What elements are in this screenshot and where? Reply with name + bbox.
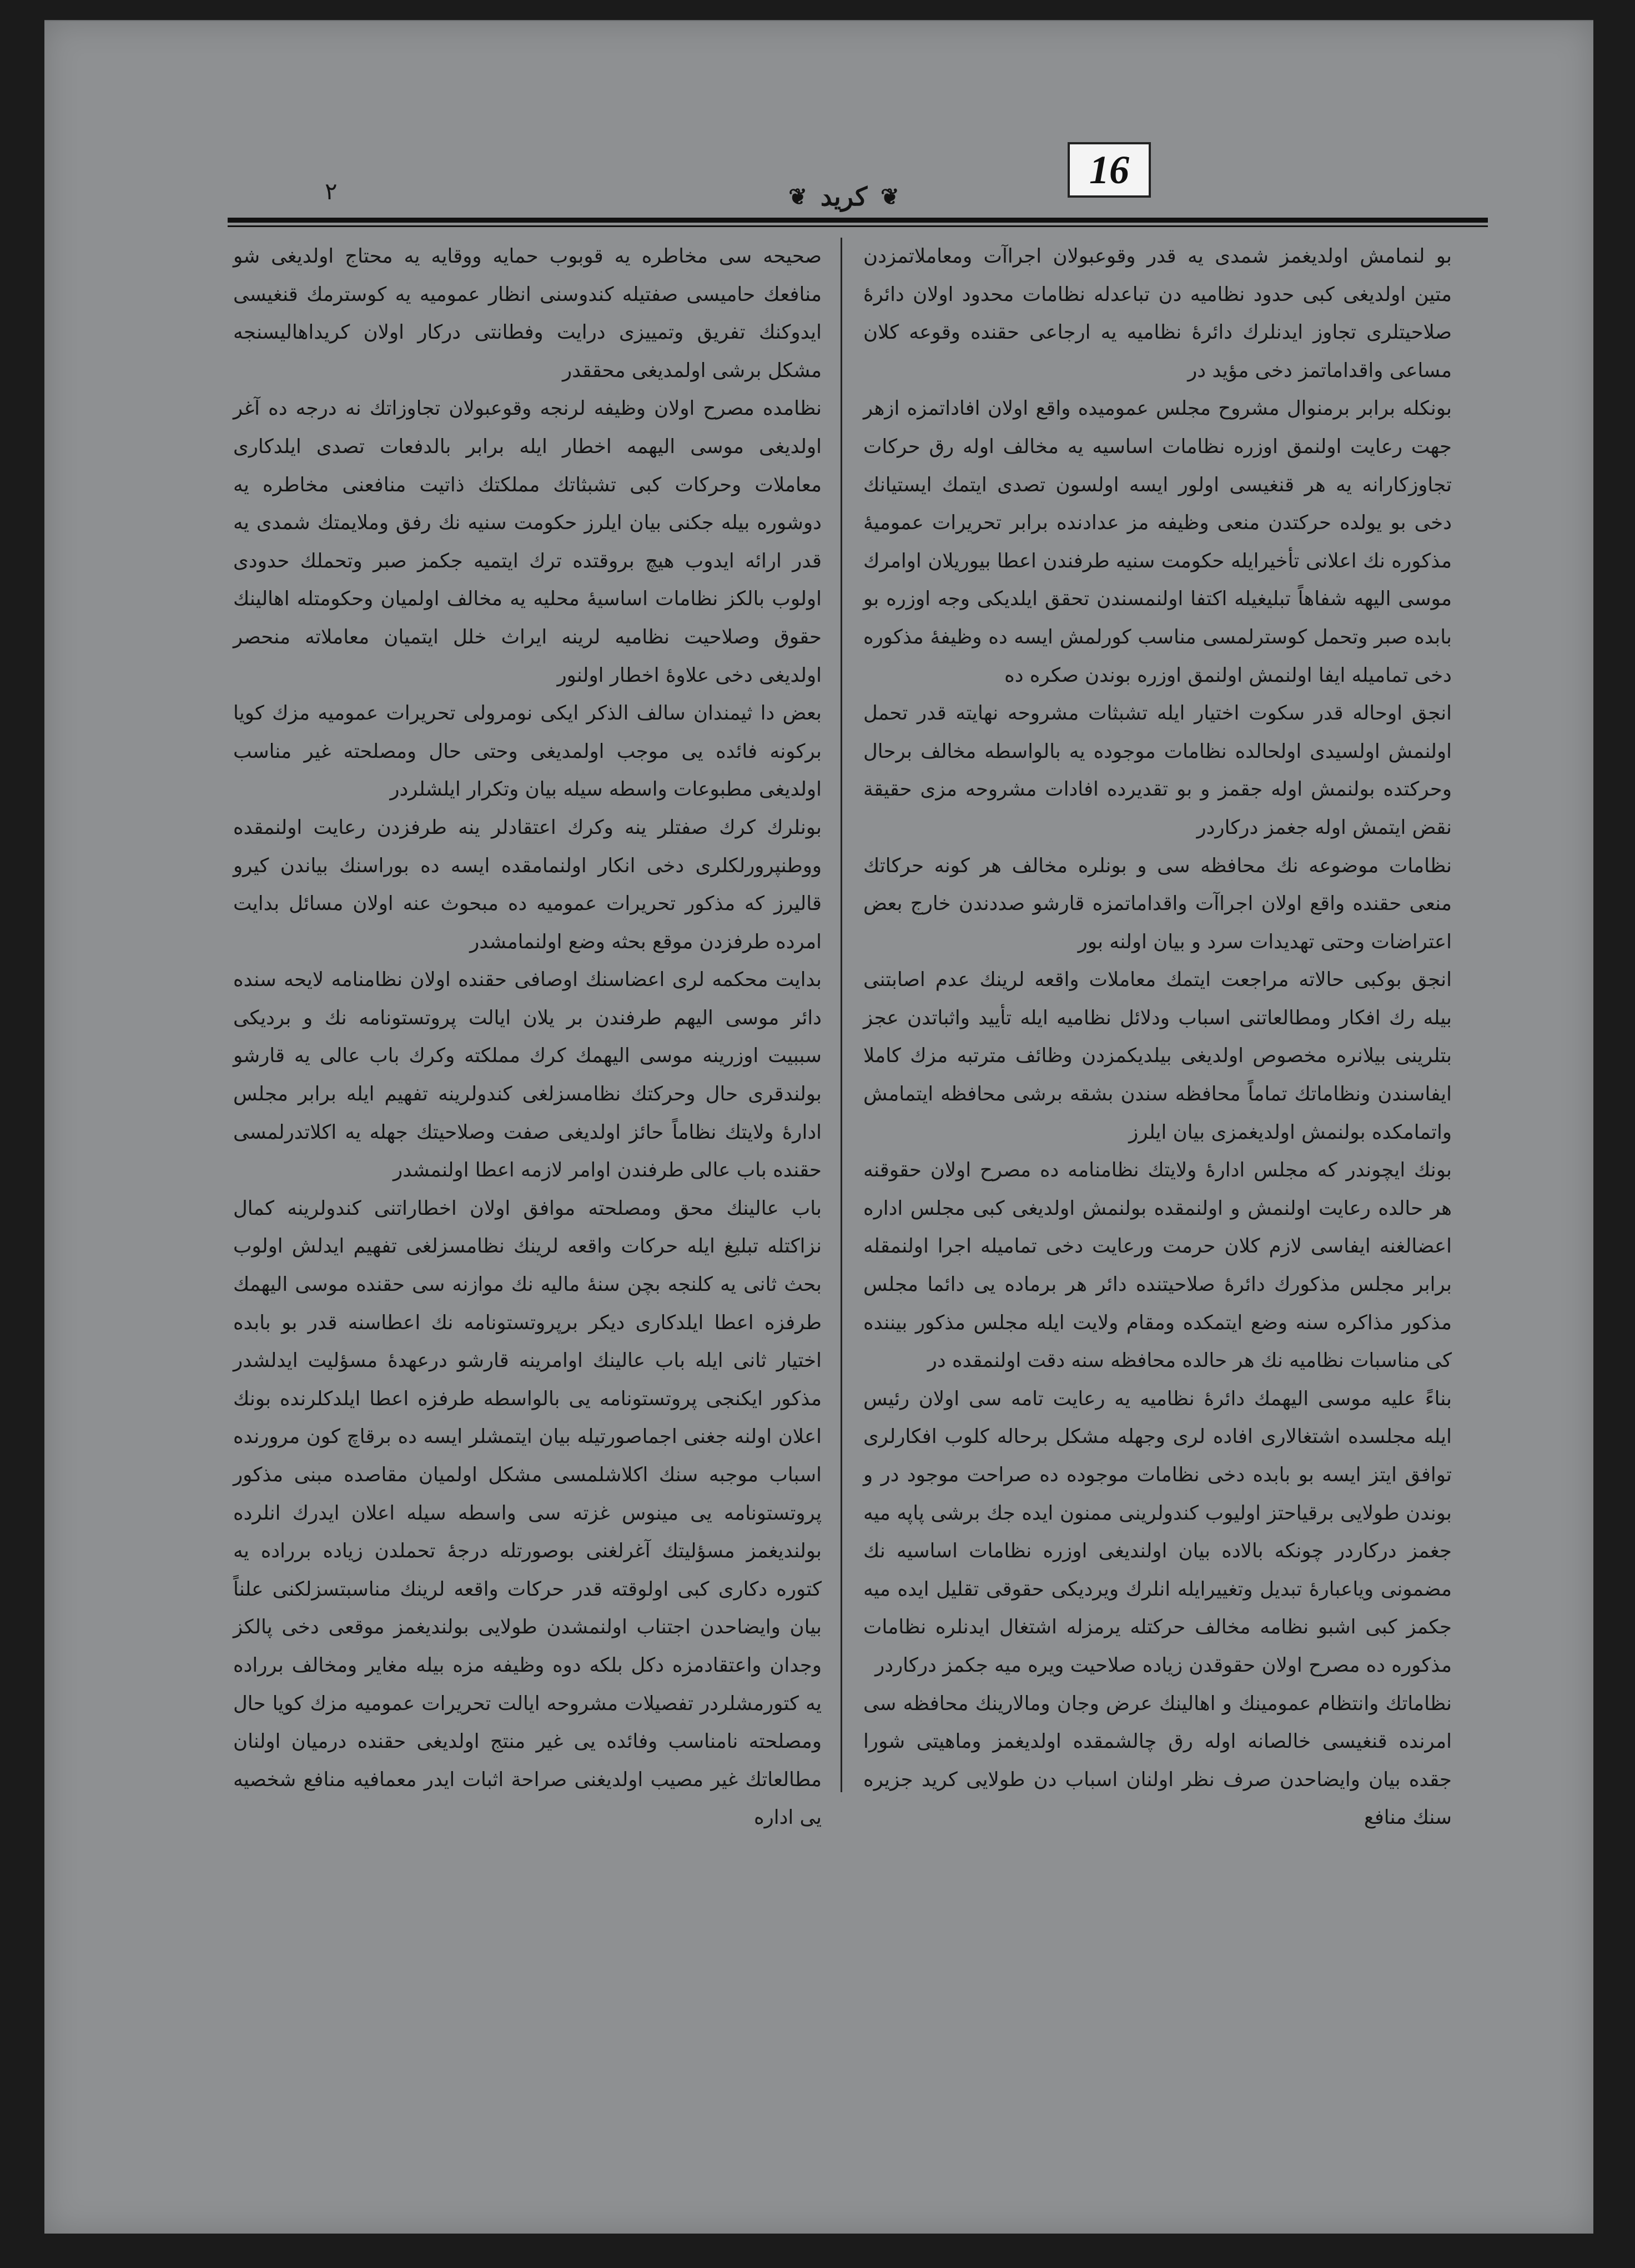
column-divider bbox=[841, 238, 842, 1792]
paragraph: بو لنمامش اولدیغمز شمدی یه قدر وقوعبولان اجراآت ومعاملاتمزدن متین اولدیغی کبی حدود نظامیه دن تباعدله نظامات محدود اولان دائرهٔ صلاحیتلری تجاوز ایدنلرك دائرهٔ نظامیه یه ارجاعی حقنده وقوعه کلان مساعی واقداماتمز دخی مؤید در bbox=[863, 245, 1452, 382]
left-column bbox=[233, 238, 822, 1837]
paragraph: نظاماتك وانتظام عمومینك و اهالینك عرض وجان ومالارینك محافظه سی امرنده قنغیسی خالصانه اوله رق چالشمقده اولدیغمز وماهیتی شورا جقده بیان وایضاحدن صرف نظر اولنان اسباب دن طولایی کرید جزیره سنك منافع bbox=[863, 1692, 1452, 1829]
masthead bbox=[727, 180, 960, 213]
paragraph: نظامات موضوعه نك محافظه سی و بونلره مخالف هر کونه حرکاتك منعی حقنده واقع اولان اجراآت واقداماتمزه قارشو صددندن خارج بعض اعتراضات وحتی تهدیدات سرد و بیان اولنه بور bbox=[863, 854, 1452, 953]
newspaper-page bbox=[44, 20, 1593, 2234]
paragraph: بعض دا ثیمندان سالف الذکر ایکی نومرولی تحریرات عمومیه مزك کویا برکونه فائده یی موجب اولمدیغی وحتی حال ومصلحته غیر مناسب اولدیغی مطبوعات واسطه سیله بیان وتکرار ایلشلردر bbox=[233, 702, 822, 801]
archive-page-stamp: 16 bbox=[1068, 142, 1151, 198]
ornament-icon: ❦ bbox=[788, 183, 807, 210]
masthead-title: كريد bbox=[820, 182, 868, 212]
paragraph: نظامده مصرح اولان وظیفه لرنجه وقوعبولان تجاوزاتك نه درجه ده آغر اولدیغی موسی الیهمه اخطار ایله برابر بالدفعات تصدی ایلدکاری معاملات وحرکات کبی تشبثاتك مملکتك ذاتیت منافعنی مخاطره یه دوشوره بیله جکنی بیان ایلرز حکومت سنیه نك رفق وملایمتك شمدی یه قدر ارائه ایدوب هیچ بروقتده ترك ایتمیه جکمز صبر وتحملك حدودی اولوب بالکز نظامات اساسیهٔ محلیه یه مخالف اولمیان وحکومتله اهالینك حقوق وصلاحیت نظامیه لرینه ایراث خلل ایتمیان معاملاته منحصر اولدیغی دخی علاوهٔ اخطار اولنور bbox=[233, 397, 822, 687]
paragraph: بونك ایچوندر که مجلس ادارهٔ ولایتك نظامنامه ده مصرح اولان حقوقنه هر حالده رعایت اولنمش و اولنمقده بولنمش اولدیغی کبی مجلس اداره اعضالغنه ایفاسی لازم کلان حرمت ورعایت دخی تمامیله اجرا اولنمقله برابر مجلس مذکورك دائرهٔ صلاحیتنده دائر هر برماده یی دائما مجلس مذکور مذاکره سنه وضع ایتمکده ومقام ولایت ایله مجلس مذکور بیننده کی مناسبات نظامیه نك هر حالده محافظه سنه دقت اولنمقده در bbox=[863, 1159, 1452, 1372]
paragraph: انجق اوحاله قدر سکوت اختیار ایله تشبثات مشروحه نهایته قدر تحمل اولنمش اولسیدی اولحالده نظامات موجوده یه بالواسطه مخالف برحال وحرکتده بولنمش اوله جقمز و بو تقدیرده افادات مشروحه مزی حقیقة نقض ایتمش اوله جغمز درکاردر bbox=[863, 702, 1452, 839]
paragraph: بناءً علیه موسی الیهمك دائرهٔ نظامیه یه رعایت تامه سی اولان رئیس ایله مجلسده اشتغالاری افاده لری وجهله مشکل برحاله کلوب افکارلری توافق ایتز ایسه بو بابده دخی نظامات موجوده ده صراحت موجود در و بوندن طولایی برقیاحتز اولیوب کندولرینی ممنون ایده جك برشی پاپه میه جغمز درکاردر چونکه بالاده بیان اولندیغی اوزره نظامات اساسیه نك مضمونی ویاعبارهٔ تبدیل وتغییرایله انلرك ویردیکی حقوقی تقلیل ایده میه جکمز کبی اشبو نظامه مخالف حرکتله یرمزله اشتغال ایدنلره نظامات مذکوره ده مصرح اولان حقوقدن زیاده صلاحیت ویره میه جکمز درکاردر bbox=[863, 1387, 1452, 1677]
paragraph: بدایت محکمه لری اعضاسنك اوصافی حقنده اولان نظامنامه لایحه سنده دائر موسی الیهم طرفندن بر یلان ایالت پروتستونامه نك و بردیکی سببیت اوزرینه موسی الیهمك کرك مملکته وکرك باب عالی یه قارشو بولندقری حال وحرکتك نظامسزلغی کندولرینه تفهیم ایله برابر مجلس ادارهٔ ولایتك نظاماً حائز اولدیغی صفت وصلاحیتك جهله یه اکلاتدرلمسی حقنده باب عالی طرفندن اوامر لازمه اعطا اولنمشدر bbox=[233, 968, 822, 1182]
paragraph: بونکله برابر برمنوال مشروح مجلس عمومیده واقع اولان افاداتمزه ازهر جهت رعایت اولنمق اوزره نظامات اساسیه یه مخالف اوله رق حرکات تجاوزکارانه یه هر قنغیسی اولور ایسه اولسون تصدی ایتمك ایستیانك دخی بو یولده حرکتدن منعی وظیفه مز عدادنده برابر تحریرات عمومیهٔ مذکوره نك اعلانی تأخیرایله حکومت سنیه طرفندن اعطا بیوریلان اوامرك موسی الیهه شفاهاً تبلیغیله اکتفا اولنمسندن تحقق ایلدیکی وجه اوزره بو بابده صبر وتحمل کوسترلمسی مناسب کورلمش ایسه ده وظیفهٔ مذکوره دخی تمامیله ایفا اولنمش اولنمق اوزره بوندن صکره ده bbox=[863, 397, 1452, 687]
header-rule-thin bbox=[228, 225, 1488, 227]
paragraph: صحیحه سی مخاطره یه قوبوب حمایه ووقایه یه محتاج اولدیغی شو منافعك حامیسی صفتیله کندوسنی انظار عمومیه یه کوسترمك قنغیسی ایدوکنك تفریق وتمییزی درایت وفطانتی درکار اولان کریداهالیسنجه مشکل برشی اولمدیغی محققدر bbox=[233, 245, 822, 382]
right-column bbox=[863, 238, 1452, 1837]
header-rule bbox=[228, 218, 1488, 223]
paragraph: باب عالینك محق ومصلحته موافق اولان اخطاراتنی کندولرینه کمال نزاکتله تبلیغ ایله حرکات واقعه لرینك نظامسزلغی تفهیم ایدلش اولوب بحث ثانی یه کلنجه بچن سنهٔ مالیه نك موازنه سی حقنده موسی الیهمك طرفزه اعطا ایلدکاری دیکر برپروتستونامه نك اعطاسنه قدر بو بابده اختیار ثانی ایله باب عالینك اوامرینه قارشو درعهدهٔ مسؤلیت ایدلشدر مذکور ایکنجی پروتستونامه یی بالواسطه طرفزه اعطا ایلدکلرنده بونك اعلان اولنه جغنی اجماصورتیله بیان ایتمشلر ایسه ده برقاچ کون مرورنده اسباب موجبه سنك اکلاشلمسی مشکل اولمیان مقاصده مبنی مذکور پروتستونامه یی مینوس غزته سی واسطه سیله اعلان ایدرك انلرده بولندیغمز مسؤلیتك آغرلغنی بوصورتله درجهٔ تحملدن زیاده برراده یه کتوره دکاری کبی اولوقته قدر حرکات واقعه لرینك مناسبتسزلکنی علناً بیان وایضاحدن اجتناب اولنمشدن طولایی بولندیغمز موقعی دخی پالکز وجدان واعتقادمزه دکل بلکه دوه وظیفه مزه بیله مغایر ومخالف برراده یه کتورمشلردر تفصیلات مشروحه ایالت تحریرات عمومیه مزك کویا حال ومصلحته نامناسب وفائده یی غیر منتج اولدیغی حقنده درمیان اولنان مطالعاتك غیر مصیب اولدیغنی صراحة اثبات ایدر معمافیه منافع شخصیه یی اداره bbox=[233, 1196, 822, 1829]
paragraph: انجق بوکبی حالاته مراجعت ایتمك معاملات واقعه لرینك عدم اصابتنی بیله رك افکار ومطالعاتنی اسباب ودلائل نظامیه ایله تأیید واثباتدن عجز بتلرینی بیلانره مخصوص اولدیغی بیلدیکمزدن وظائف مترتبه مزك كاملا ایفاسندن ونظاماتك تماماً محافظه سندن بشقه برشی محافظه ایتمامش واتمامکده بولنمش اولدیغمزی بیان ایلرز bbox=[863, 968, 1452, 1144]
paragraph: بونلرك کرك صفتلر ینه وکرك اعتقادلر ینه طرفزدن رعایت اولنمقده ووطنپرورلکلری دخی انکار اولنمامقده ایسه ده بوراسنك بیاندن کیرو قالیرز که مذکور تحریرات عمومیه ده مبحوث عنه اولان مسائل بدایت امرده طرفزدن موقع بحثه وضع اولنمامشدر bbox=[233, 816, 822, 953]
page-number: ٢ bbox=[325, 178, 338, 205]
ornament-icon: ❦ bbox=[881, 183, 899, 210]
